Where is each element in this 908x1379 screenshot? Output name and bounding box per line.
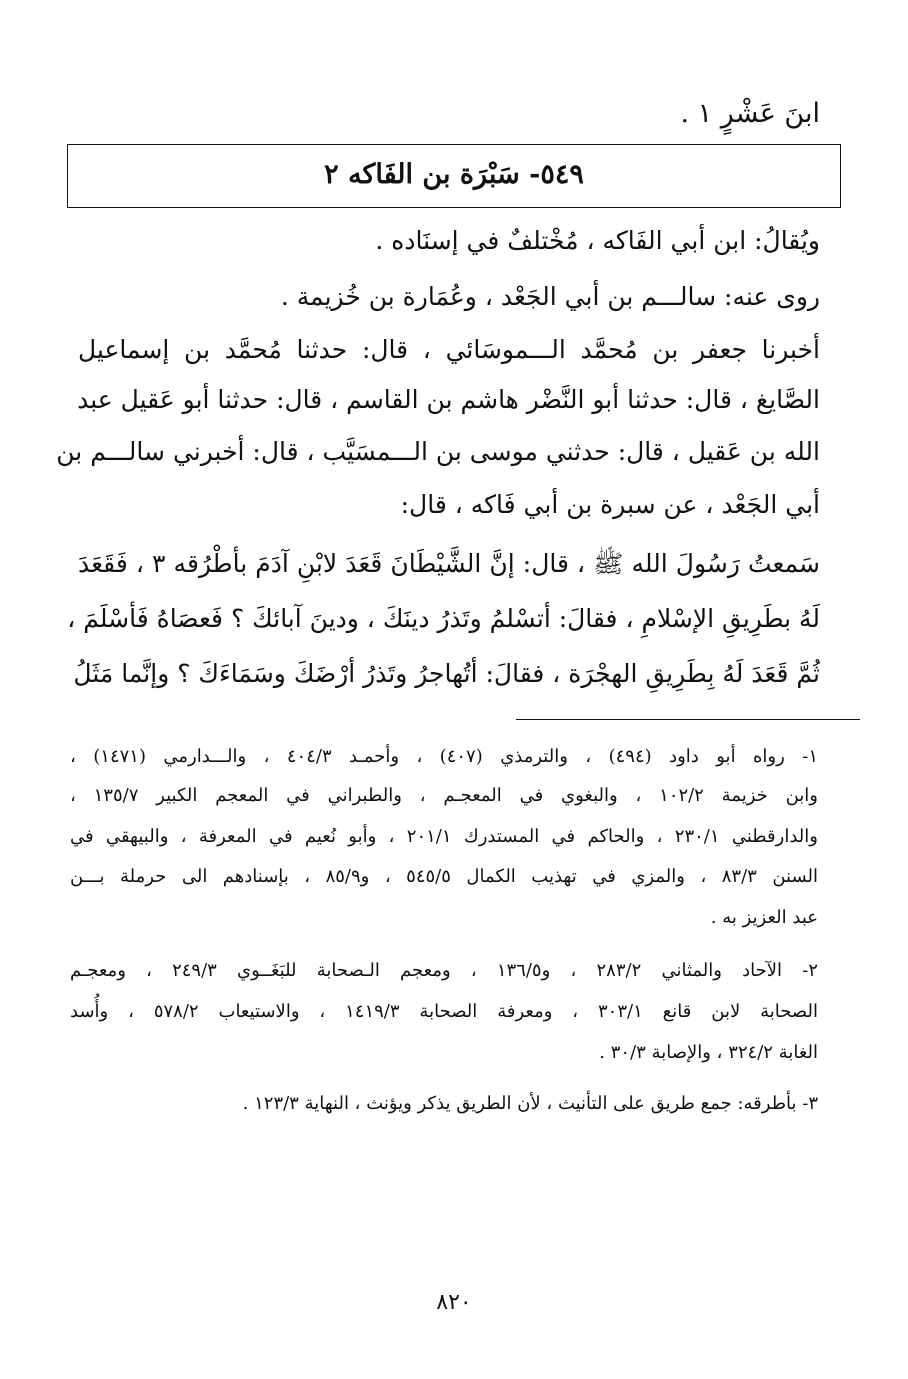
footnote-line: الصحابة لابن قانع ٣٠٣/١ ، ومعرفة الصحابة ١٤١٩/٣ ، والاستيعاب ٥٧٨/٢ ، وأُسد [70,1001,818,1022]
body-line: ويُقالُ: ابن أبي الفَاكه ، مُخْتلفٌ في إسنَاده . [375,226,820,255]
body-line: روى عنه: سالـــم بن أبي الجَعْد ، وعُمَارة بن خُزيمة . [280,282,820,311]
continuation-line: ابنَ عَشْرٍ ١ . [680,98,820,129]
entry-title: ٥٤٩- سَبْرَة بن الفَاكه ٢ [324,159,584,190]
body-line: أبي الجَعْد ، عن سبرة بن أبي فَاكه ، قال: [400,490,820,519]
body-line: الله بن عَقيل ، قال: حدثني موسى بن الـــمسَيَّب ، قال: أخبرني سالـــم بن [56,437,820,466]
hadith-line: لَهُ بطَرِيقِ الإسْلامِ ، فقالَ: أتسْلمُ وتَذرُ دينَكَ ، ودينَ آبائكَ ؟ فَعصَاهُ فَأسْلَمَ ، [67,604,820,633]
hadith-line: سَمعتُ رَسُولَ الله ﷺ ، قال: إنَّ الشَّيْطَانَ قَعَدَ لابْنِ آدَمَ بأطْرُقه ٣ ، فَقَعَدَ [78,549,820,578]
entry-header-box [67,144,841,208]
footnote-line: الغابة ٣٢٤/٢ ، والإصابة ٣٠/٣ . [599,1042,818,1063]
page-number: ٨٢٠ [436,1290,472,1315]
footnote-line: ٣- بأطرقه: جمع طريق على التأنيث ، لأن الطريق يذكر ويؤنث ، النهاية ١٢٣/٣ . [242,1093,818,1114]
footnote-separator [516,719,860,720]
footnote-line: عبد العزيز به . [710,907,818,928]
footnote-line: ٢- الآحاد والمثاني ٢٨٣/٢ ، و١٣٦/٥ ، ومعجم الـصحابة للبَغَــوي ٢٤٩/٣ ، ومعجـم [70,960,818,981]
hadith-line: ثُمَّ قَعَدَ لَهُ بِطَرِيقِ الهجْرَة ، فقالَ: أتُهاجرُ وتَذرُ أرْضَكَ وسَمَاءَكَ ؟ وإنَّما مَثَلُ [73,659,820,688]
footnote-line: السنن ٨٣/٣ ، والمزي في تهذيب الكمال ٥٤٥/٥ ، و٨٥/٩ ، بإسنادهم الى حرملة بـــن [70,866,818,887]
footnote-line: والدارقطني ٢٣٠/١ ، والحاكم في المستدرك ٢٠١/١ ، وأبو نُعيم في المعرفة ، والبيهقي في [70,826,818,847]
footnote-line: وابن خزيمة ١٠٢/٢ ، والبغوي في المعجـم ، والطبراني في المعجم الكبير ١٣٥/٧ ، [70,785,818,806]
footnote-line: ١- رواه أبو داود (٤٩٤) ، والترمذي (٤٠٧) ، وأحمـد ٤٠٤/٣ ، والـــدارمي (١٤٧١) ، [70,746,819,767]
body-line: أخبرنا جعفر بن مُحمَّد الـــموسَائي ، قال: حدثنا مُحمَّد بن إسماعيل [78,335,820,364]
body-line: الصَّايغ ، قال: حدثنا أبو النَّضْر هاشم بن القاسم ، قال: حدثنا أبو عَقيل عبد [77,385,820,414]
